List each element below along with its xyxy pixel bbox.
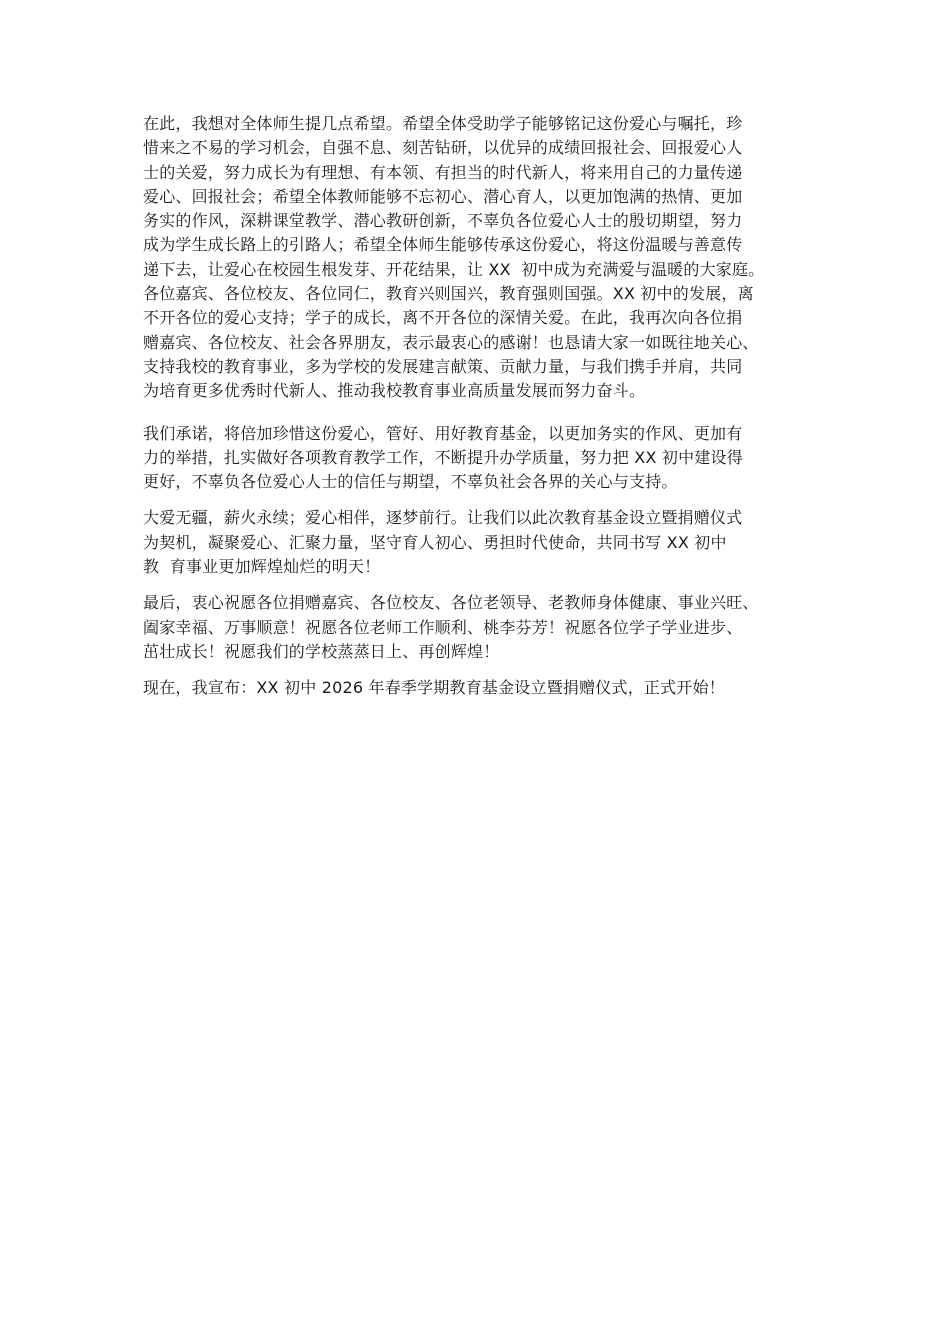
text-line: 不开各位的爱心支持；学子的成长，离不开各位的深情关爱。在此，我再次向各位捐: [143, 308, 743, 328]
text-line: 更好，不辜负各位爱心人士的信任与期望，不辜负社会各界的关心与支持。: [143, 472, 678, 492]
text-line: 成为学生成长路上的引路人；希望全体师生能够传承这份爱心，将这份温暖与善意传: [143, 235, 743, 255]
paragraph-vision: [143, 506, 823, 579]
paragraph-wishes: [143, 591, 823, 664]
text-line: 各位嘉宾、各位校友、各位同仁，教育兴则国兴，教育强则国强。XX 初中的发展，离: [143, 284, 754, 304]
text-line: 最后，衷心祝愿各位捐赠嘉宾、各位校友、各位老领导、老教师身体健康、事业兴旺、: [143, 593, 759, 613]
text-line: 士的关爱，努力成长为有理想、有本领、有担当的时代新人，将来用自己的力量传递: [143, 162, 743, 182]
text-line: 在此，我想对全体师生提几点希望。希望全体受助学子能够铭记这份爱心与嘱托，珍: [143, 114, 743, 133]
text-line: 支持我校的教育事业，多为学校的发展建言献策、贡献力量，与我们携手并肩，共同: [143, 356, 743, 376]
paragraph-commitment: [143, 422, 823, 495]
text-line: 现在，我宣布：XX 初中 2026 年春季学期教育基金设立暨捐赠仪式，正式开始！: [143, 678, 725, 698]
text-line: 为契机，凝聚爱心、汇聚力量，坚守育人初心、勇担时代使命，共同书写 XX 初中: [143, 532, 727, 552]
paragraph-appeal: [143, 282, 823, 403]
text-line: 务实的作风，深耕课堂教学、潜心教研创新，不辜负各位爱心人士的殷切期望，努力: [143, 211, 743, 231]
text-line: 茁壮成长！祝愿我们的学校蒸蒸日上、再创辉煌！: [143, 641, 500, 661]
text-line: 赠嘉宾、各位校友、社会各界朋友，表示最衷心的感谢！也恳请大家一如既往地关心、: [143, 332, 759, 352]
text-line: 惜来之不易的学习机会，自强不息、刻苦钻研，以优异的成绩回报社会、回报爱心人: [143, 138, 743, 158]
paragraph-expectations: [143, 112, 823, 282]
paragraph-announcement: [143, 676, 823, 700]
text-line: 递下去，让爱心在校园生根发芽、开花结果，让 XX 初中成为充满爱与温暖的大家庭。: [143, 259, 765, 279]
document-body: [143, 112, 823, 701]
text-line: 为培育更多优秀时代新人、推动我校教育事业高质量发展而努力奋斗。: [143, 381, 646, 401]
text-line: 爱心、回报社会；希望全体教师能够不忘初心、潜心育人，以更加饱满的热情、更加: [143, 186, 743, 206]
text-line: 阖家幸福、万事顺意！祝愿各位老师工作顺利、桃李芬芳！祝愿各位学子学业进步、: [143, 617, 743, 637]
text-line: 我们承诺，将倍加珍惜这份爱心，管好、用好教育基金，以更加务实的作风、更加有: [143, 423, 743, 443]
text-line: 教 育事业更加辉煌灿烂的明天！: [143, 557, 381, 577]
text-line: 力的举措，扎实做好各项教育教学工作，不断提升办学质量，努力把 XX 初中建设得: [143, 447, 743, 467]
text-line: 大爱无疆，薪火永续；爱心相伴，逐梦前行。让我们以此次教育基金设立暨捐赠仪式: [143, 508, 743, 528]
